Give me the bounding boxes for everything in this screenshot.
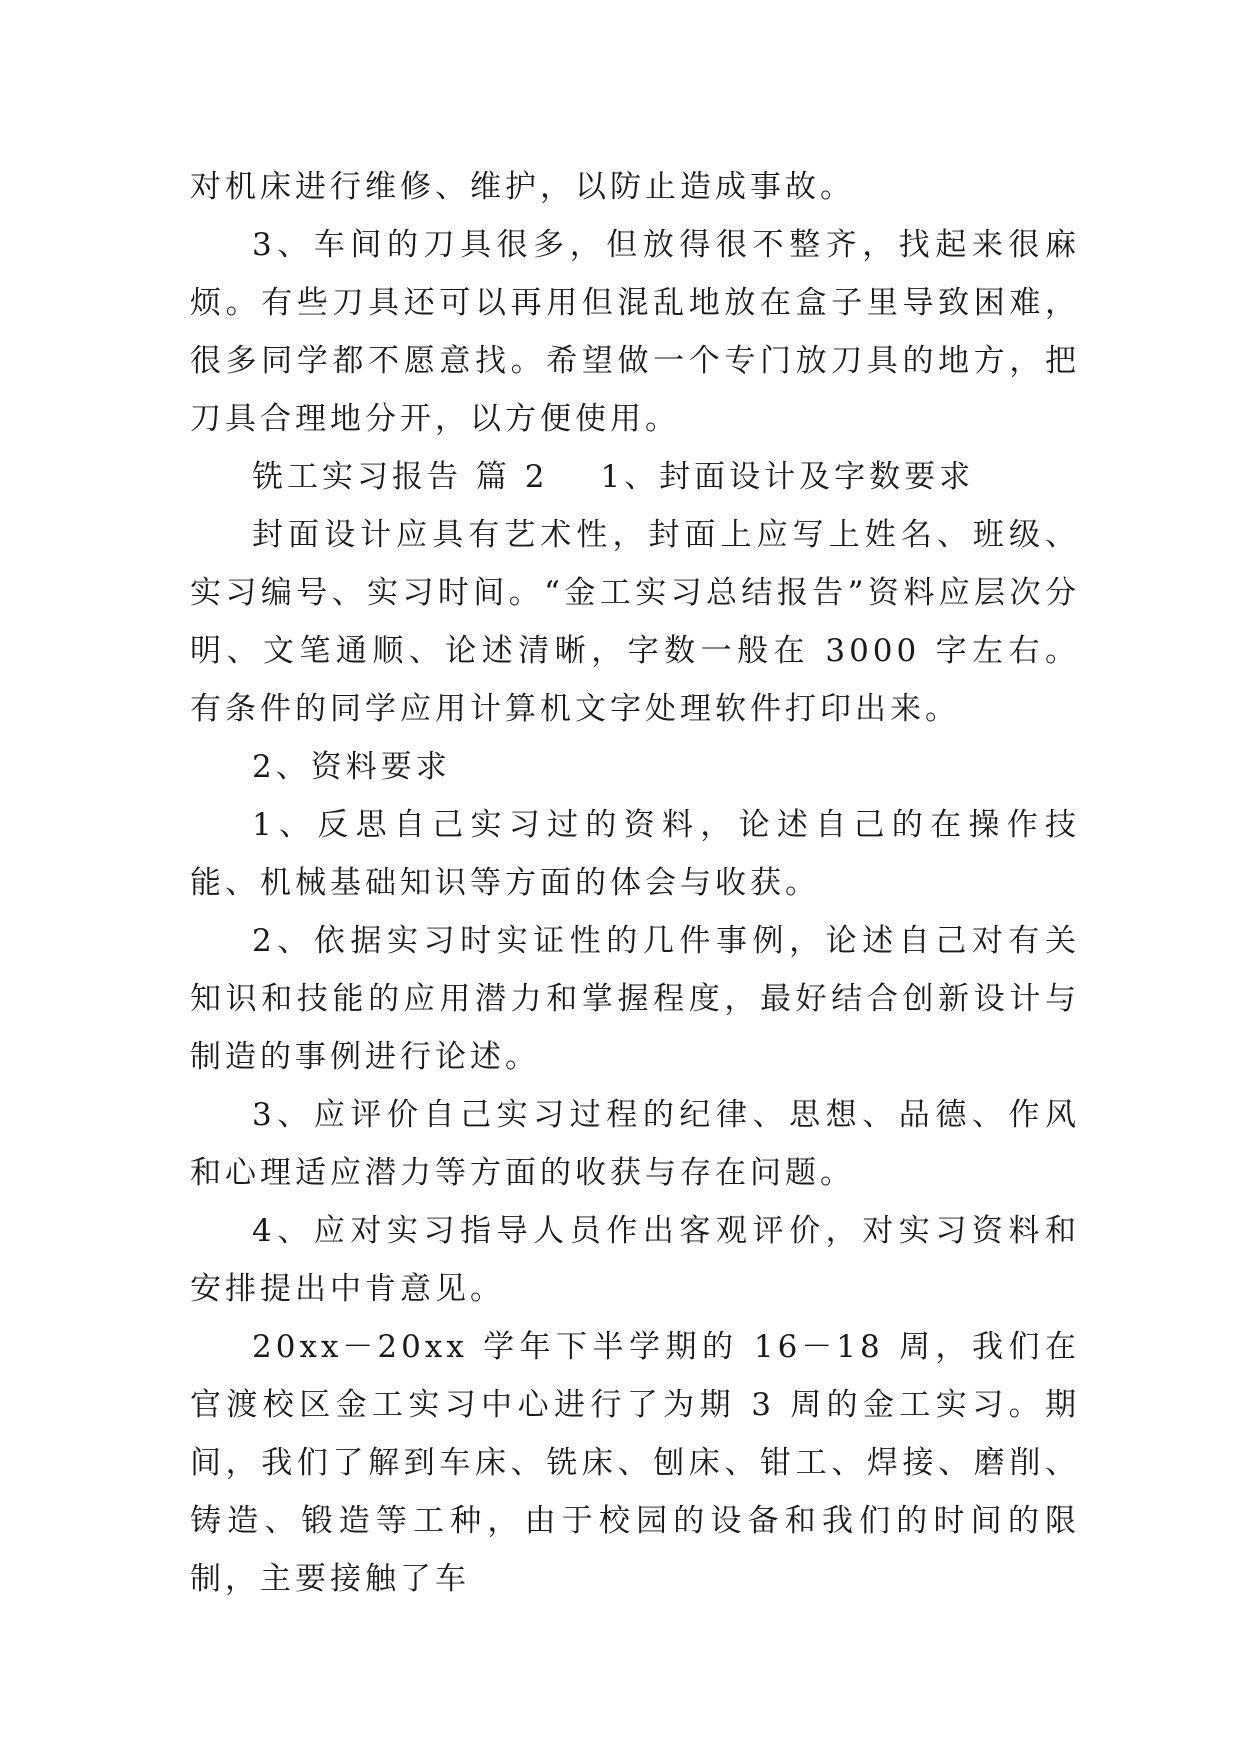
section-heading-line: [190, 448, 1080, 506]
paragraph-tools-issue: 3、车间的刀具很多，但放得很不整齐，找起来很麻烦。有些刀具还可以再用但混乱地放在盒子里导致困难，很多同学都不愿意找。希望做一个专门放刀具的地方，把刀具合理地分开，以方便使用。: [190, 227, 1080, 437]
report-title: 铣工实习报告 篇 2: [252, 459, 549, 495]
document-body: [190, 158, 1080, 1608]
list-item-1: 1、反思自己实习过的资料，论述自己的在操作技能、机械基础知识等方面的体会与收获。: [190, 807, 1080, 901]
subsection-cover-requirements: 1、封面设计及字数要求: [600, 459, 975, 495]
list-item-3: 3、应评价自己实习过程的纪律、思想、品德、作风和心理适应潜力等方面的收获与存在问题。: [190, 1097, 1080, 1191]
subsection-material-requirements: 2、资料要求: [252, 749, 451, 785]
paragraph-cover-design: 封面设计应具有艺术性，封面上应写上姓名、班级、实习编号、实习时间。“金工实习总结报告”资料应层次分明、文笔通顺、论述清晰，字数一般在 3000 字左右。有条件的同学应用计算机文字处理软件打印出来。: [190, 517, 1080, 727]
list-item-4: 4、应对实习指导人员作出客观评价，对实习资料和安排提出中肯意见。: [190, 1213, 1080, 1307]
paragraph-internship-overview: 20xx－20xx 学年下半学期的 16－18 周，我们在官渡校区金工实习中心进行了为期 3 周的金工实习。期间，我们了解到车床、铣床、刨床、钳工、焊接、磨削、铸造、锻造等工种，由于校园的设备和我们的时间的限制，主要接触了车: [190, 1329, 1080, 1597]
paragraph-continuation: 对机床进行维修、维护，以防止造成事故。: [190, 169, 855, 205]
list-item-2: 2、依据实习时实证性的几件事例，论述自己对有关知识和技能的应用潜力和掌握程度，最好结合创新设计与制造的事例进行论述。: [190, 923, 1080, 1075]
